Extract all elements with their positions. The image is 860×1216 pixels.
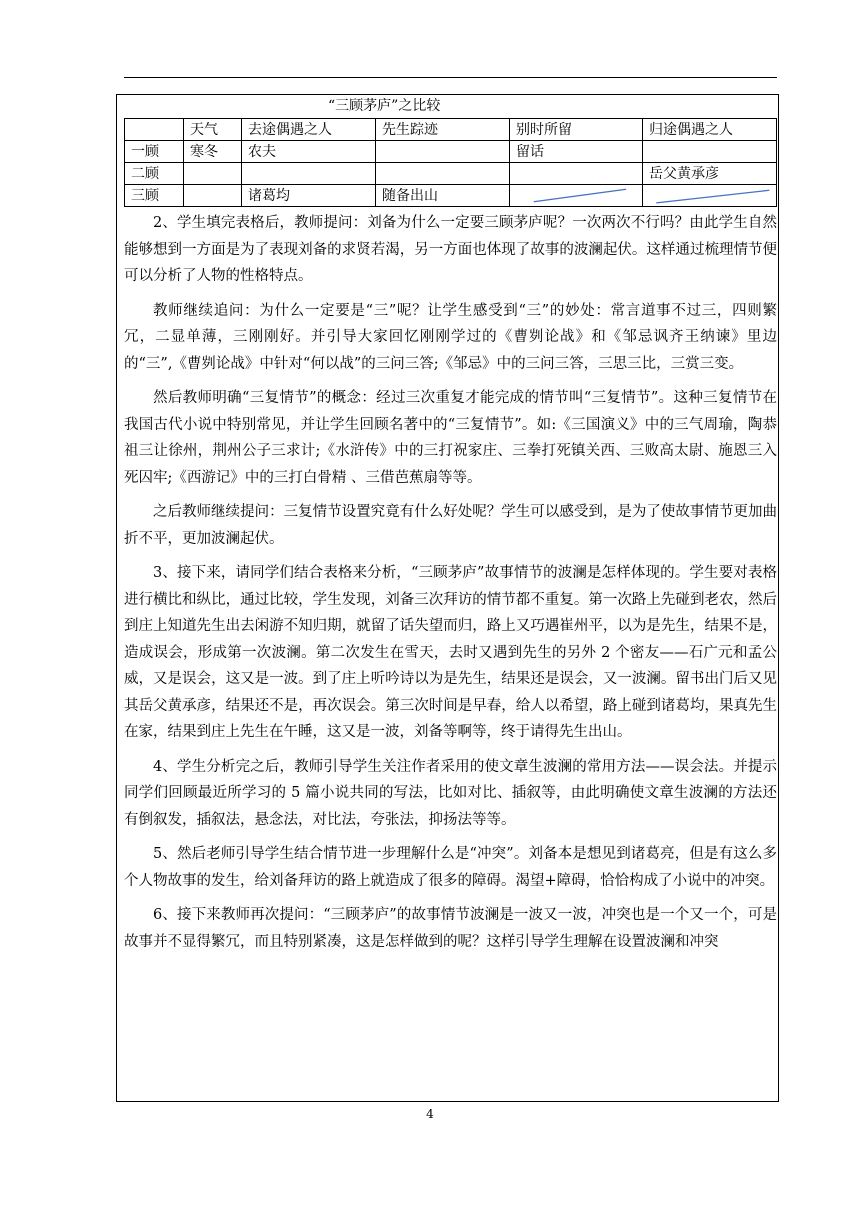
table-cell: 三顾 <box>125 185 184 207</box>
table-cell <box>643 141 777 163</box>
table-cell: 岳父黄承彦 <box>643 163 777 185</box>
paragraph: 6、接下来教师再次提问：“三顾茅庐”的故事情节波澜是一波又一波，冲突也是一个又一个，可是故事并不显得繁冗，而且特别紧凑，这是怎样做到的呢？这样引导学生理解在设置波澜和冲突 <box>124 907 777 950</box>
table-header-row <box>125 119 777 141</box>
paragraph: 3、接下来，请同学们结合表格来分析，“三顾茅庐”故事情节的波澜是怎样体现的。学生要对表格进行横比和纵比，通过比较，学生发现，刘备三次拜访的情节都不重复。第一次路上先碰到老农，然后到庄上知道先生出去闲游不知归期，就留了话失望而归，路上又巧遇崔州平，以为是先生，结果不是，造成误会，形成第一次波澜。第二次发生在雪天，去时又遇到先生的另外 2 个密友——石广元和孟公威，又是误会，这又是一波。到了庄上听吟诗以为是先生，结果还是误会，又一波澜。留书出门后又见其岳父黄承彦，结果还不是，再次误会。第三次时间是早春，给人以希望，路上碰到诸葛均，果真先生在家，结果到庄上先生在午睡，这又是一波，刘备等啊等，终于请得先生出山。 <box>124 565 777 740</box>
table-row <box>125 141 777 163</box>
table-header-cell: 天气 <box>184 119 242 141</box>
table-header-cell: 先生踪迹 <box>376 119 510 141</box>
paragraph: 之后教师继续提问：三复情节设置究竟有什么好处呢？学生可以感受到，是为了使故事情节更加曲折不平，更加波澜起伏。 <box>124 504 777 547</box>
paragraph: 然后教师明确“三复情节”的概念：经过三次重复才能完成的情节叫“三复情节”。这种三复情节在我国古代小说中特别常见，并让学生回顾名著中的“三复情节”。如:《三国演义》中的三气周瑜，陶恭祖三让徐州，荆州公子三求计;《水浒传》中的三打祝家庄、三拳打死镇关西、三败高太尉、施恩三入死囚牢;《西游记》中的三打白骨精 、三借芭蕉扇等等。 <box>124 390 777 486</box>
table-cell: 随备出山 <box>376 185 510 207</box>
lesson-body <box>124 210 777 963</box>
paragraph: 5、然后老师引导学生结合情节进一步理解什么是“冲突”。刘备本是想见到诸葛亮，但是有这么多个人物故事的发生，给刘备拜访的路上就造成了很多的障碍。渴望+障碍，恰恰构成了小说中的冲突。 <box>124 846 777 889</box>
table-cell <box>376 163 510 185</box>
diagonal-slash-icon <box>643 185 776 206</box>
table-header-cell: 归途偶遇之人 <box>643 119 777 141</box>
table-cell-slashed <box>510 185 643 207</box>
compare-table-title: “三顾茅庐”之比较 <box>328 98 441 114</box>
compare-table <box>124 118 777 207</box>
table-cell <box>510 163 643 185</box>
table-cell: 诸葛均 <box>242 185 376 207</box>
table-row <box>125 185 777 207</box>
diagonal-slash-icon <box>510 185 642 206</box>
table-cell <box>242 163 376 185</box>
table-cell: 农夫 <box>242 141 376 163</box>
table-cell <box>184 163 242 185</box>
table-cell: 二顾 <box>125 163 184 185</box>
header-rule <box>124 77 777 78</box>
table-header-cell <box>125 119 184 141</box>
paragraph: 教师继续追问：为什么一定要是“三”呢？让学生感受到“三”的妙处：常言道事不过三，四则繁冗，二显单薄，三刚刚好。并引导大家回忆刚刚学过的《曹刿论战》和《邹忌讽齐王纳谏》里边的“三”,《曹刿论战》中针对“何以战”的三问三答;《邹忌》中的三问三答，三思三比，三赏三变。 <box>124 302 777 372</box>
paragraph: 4、学生分析完之后，教师引导学生关注作者采用的使文章生波澜的常用方法——误会法。并提示同学们回顾最近所学习的 5 篇小说共同的写法，比如对比、插叙等，由此明确使文章生波澜的方法还有倒叙发，插叙法，悬念法，对比法，夸张法，抑扬法等等。 <box>124 758 777 828</box>
table-cell <box>376 141 510 163</box>
page-number: 4 <box>426 1107 434 1121</box>
table-cell <box>184 185 242 207</box>
table-cell: 留话 <box>510 141 643 163</box>
table-row <box>125 163 777 185</box>
table-cell: 寒冬 <box>184 141 242 163</box>
table-header-cell: 别时所留 <box>510 119 643 141</box>
table-header-cell: 去途偶遇之人 <box>242 119 376 141</box>
table-cell: 一顾 <box>125 141 184 163</box>
table-cell-slashed <box>643 185 777 207</box>
paragraph: 2、学生填完表格后，教师提问：刘备为什么一定要三顾茅庐呢？一次两次不行吗？由此学生自然能够想到一方面是为了表现刘备的求贤若渴，另一方面也体现了故事的波澜起伏。这样通过梳理情节便可以分析了人物的性格特点。 <box>124 215 777 284</box>
